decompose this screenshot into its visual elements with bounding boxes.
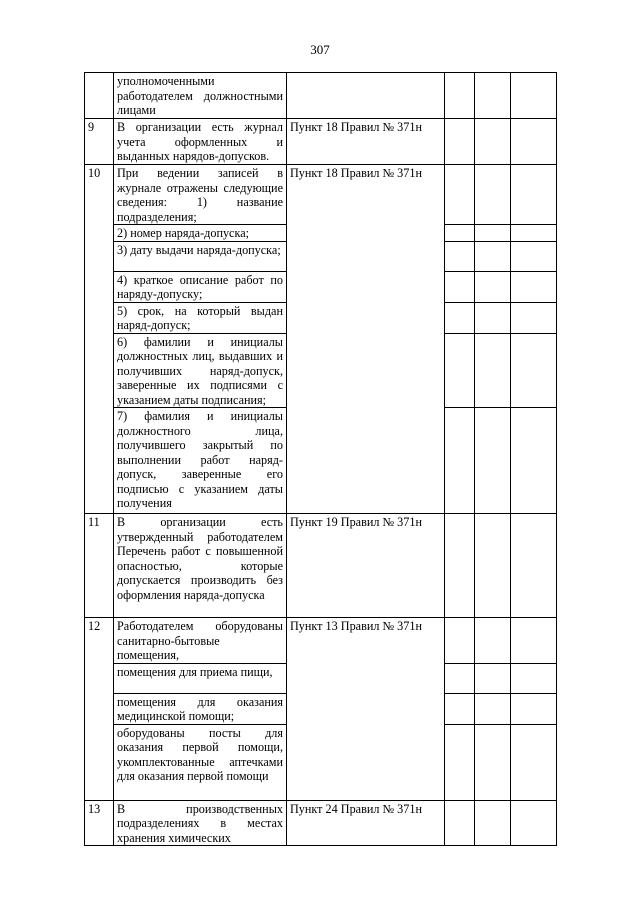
answer-no-cell[interactable]	[475, 724, 511, 800]
not-applicable-cell[interactable]	[511, 693, 557, 724]
requirement-text: 2) номер наряда-допуска;	[114, 225, 287, 242]
answer-yes-cell[interactable]	[445, 241, 475, 271]
legal-reference: Пункт 18 Правил № 371н	[287, 165, 445, 514]
answer-yes-cell[interactable]	[445, 225, 475, 242]
not-applicable-cell[interactable]	[511, 618, 557, 664]
requirement-text: 4) краткое описание работ по наряду-допуску;	[114, 271, 287, 302]
item-number: 12	[85, 618, 114, 801]
legal-reference	[287, 73, 445, 119]
answer-no-cell[interactable]	[475, 800, 511, 846]
answer-yes-cell[interactable]	[445, 271, 475, 302]
table-row	[85, 165, 557, 225]
answer-no-cell[interactable]	[475, 618, 511, 664]
not-applicable-cell[interactable]	[511, 73, 557, 119]
not-applicable-cell[interactable]	[511, 333, 557, 408]
item-number: 13	[85, 800, 114, 846]
page-number: 307	[310, 42, 330, 57]
requirement-text: 6) фамилии и инициалы должностных лиц, выдавших и получивших наряд-допуск, заверенные их подписями с указанием даты подписания;	[114, 333, 287, 408]
table-row	[85, 119, 557, 165]
requirement-text: помещения для оказания медицинской помощи;	[114, 693, 287, 724]
item-number: 9	[85, 119, 114, 165]
not-applicable-cell[interactable]	[511, 165, 557, 225]
table-row	[85, 800, 557, 846]
requirement-text: 5) срок, на который выдан наряд-допуск;	[114, 302, 287, 333]
not-applicable-cell[interactable]	[511, 119, 557, 165]
not-applicable-cell[interactable]	[511, 302, 557, 333]
item-number: 11	[85, 514, 114, 618]
not-applicable-cell[interactable]	[511, 800, 557, 846]
requirement-text: При ведении записей в журнале отражены следующие сведения: 1) название подразделения;	[114, 165, 287, 225]
not-applicable-cell[interactable]	[511, 271, 557, 302]
answer-yes-cell[interactable]	[445, 800, 475, 846]
legal-reference: Пункт 19 Правил № 371н	[287, 514, 445, 618]
answer-yes-cell[interactable]	[445, 618, 475, 664]
requirement-text: В производственных подразделениях в местах хранения химических	[114, 800, 287, 846]
requirement-text: уполномоченными работодателем должностными лицами	[114, 73, 287, 119]
requirement-text: Работодателем оборудованы санитарно-бытовые помещения,	[114, 618, 287, 664]
requirement-text: оборудованы посты для оказания первой помощи, укомплектованные аптечками для оказания первой помощи	[114, 724, 287, 800]
answer-no-cell[interactable]	[475, 333, 511, 408]
requirement-text: 3) дату выдачи наряда-допуска;	[114, 241, 287, 271]
answer-yes-cell[interactable]	[445, 724, 475, 800]
requirement-text: помещения для приема пищи,	[114, 663, 287, 693]
checklist-table	[84, 72, 557, 846]
answer-yes-cell[interactable]	[445, 165, 475, 225]
answer-no-cell[interactable]	[475, 514, 511, 618]
table-row	[85, 514, 557, 618]
item-number: 10	[85, 165, 114, 514]
answer-no-cell[interactable]	[475, 241, 511, 271]
not-applicable-cell[interactable]	[511, 663, 557, 693]
answer-no-cell[interactable]	[475, 408, 511, 514]
not-applicable-cell[interactable]	[511, 408, 557, 514]
table-row	[85, 73, 557, 119]
answer-yes-cell[interactable]	[445, 333, 475, 408]
answer-no-cell[interactable]	[475, 73, 511, 119]
not-applicable-cell[interactable]	[511, 241, 557, 271]
requirement-text: В организации есть утвержденный работодателем Перечень работ с повышенной опасностью, которые допускается производить без оформления наряда-допуска	[114, 514, 287, 618]
answer-yes-cell[interactable]	[445, 408, 475, 514]
item-number	[85, 73, 114, 119]
requirement-text: 7) фамилия и инициалы должностного лица, получившего закрытый по выполнении работ наряд-допуск, заверенные его подписью с указанием даты получения	[114, 408, 287, 514]
not-applicable-cell[interactable]	[511, 225, 557, 242]
answer-no-cell[interactable]	[475, 302, 511, 333]
answer-no-cell[interactable]	[475, 119, 511, 165]
not-applicable-cell[interactable]	[511, 724, 557, 800]
answer-no-cell[interactable]	[475, 693, 511, 724]
answer-yes-cell[interactable]	[445, 119, 475, 165]
legal-reference: Пункт 13 Правил № 371н	[287, 618, 445, 801]
table-row	[85, 618, 557, 664]
answer-yes-cell[interactable]	[445, 693, 475, 724]
answer-yes-cell[interactable]	[445, 663, 475, 693]
answer-yes-cell[interactable]	[445, 514, 475, 618]
answer-no-cell[interactable]	[475, 165, 511, 225]
legal-reference: Пункт 18 Правил № 371н	[287, 119, 445, 165]
requirement-text: В организации есть журнал учета оформленных и выданных нарядов-допусков.	[114, 119, 287, 165]
answer-no-cell[interactable]	[475, 271, 511, 302]
answer-yes-cell[interactable]	[445, 73, 475, 119]
answer-no-cell[interactable]	[475, 663, 511, 693]
not-applicable-cell[interactable]	[511, 514, 557, 618]
answer-yes-cell[interactable]	[445, 302, 475, 333]
legal-reference: Пункт 24 Правил № 371н	[287, 800, 445, 846]
answer-no-cell[interactable]	[475, 225, 511, 242]
